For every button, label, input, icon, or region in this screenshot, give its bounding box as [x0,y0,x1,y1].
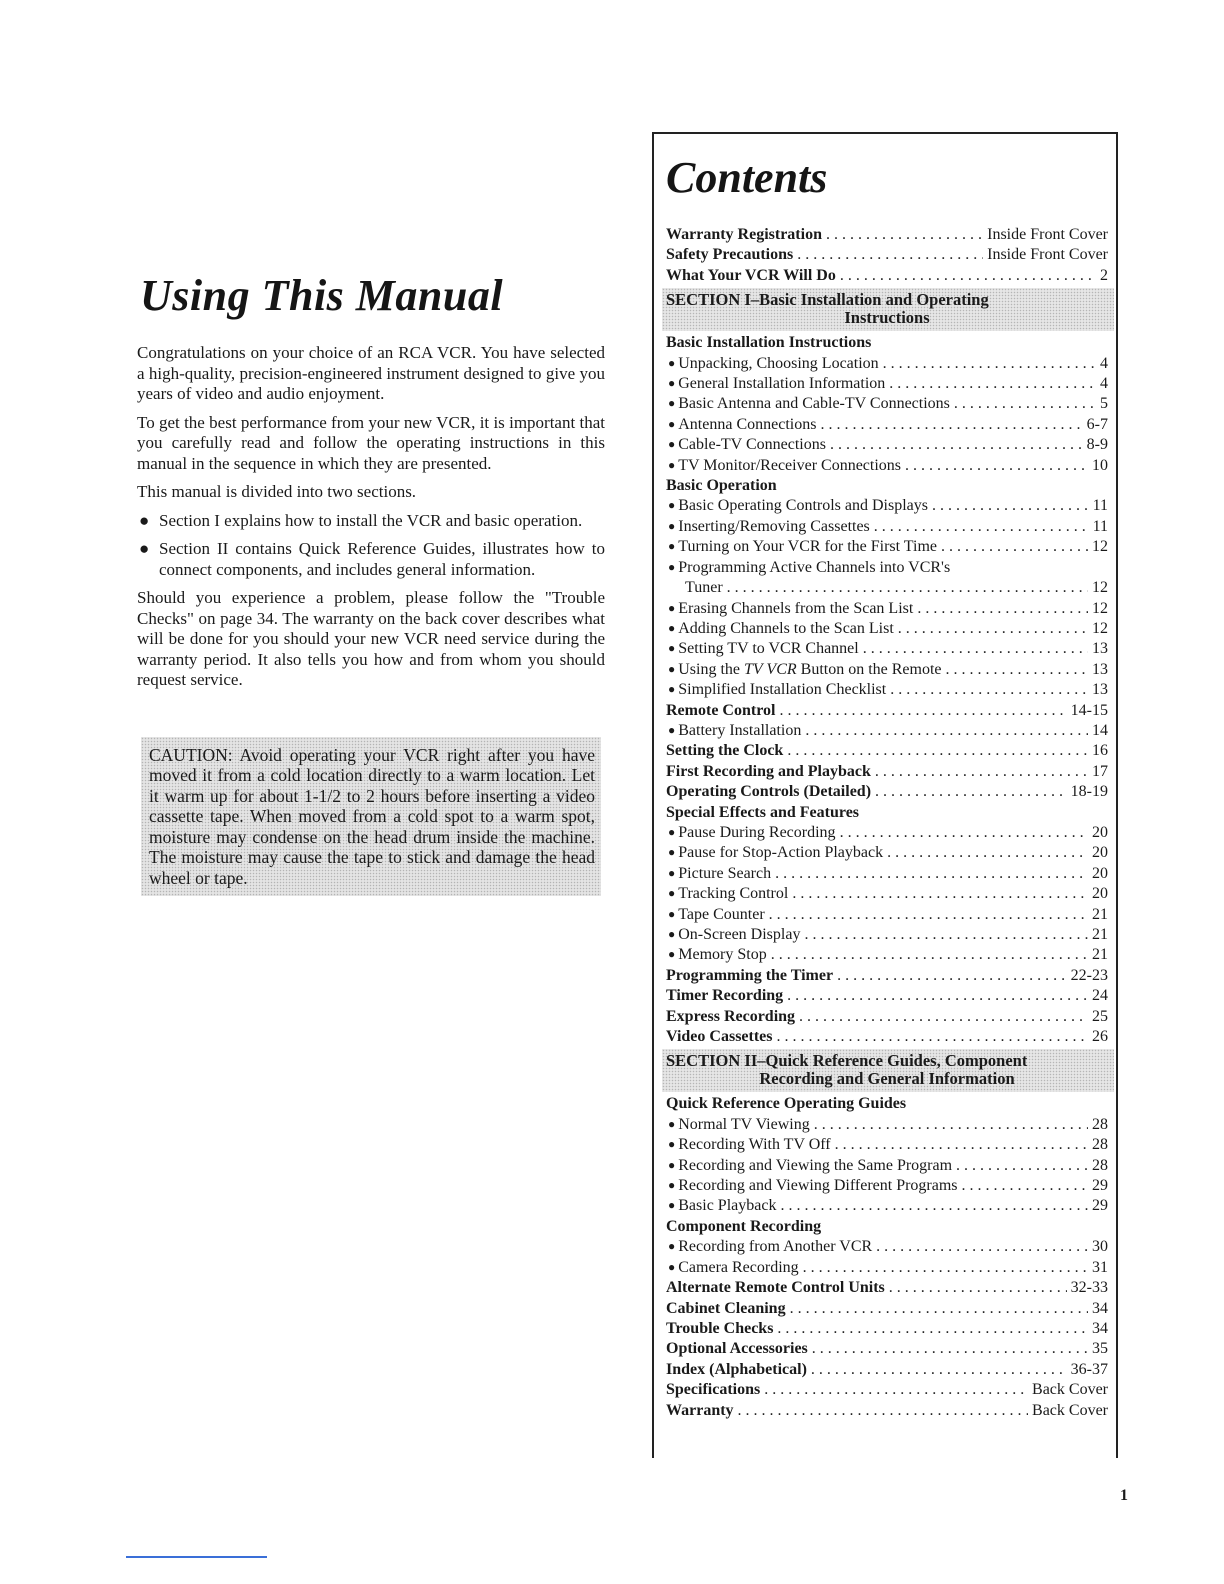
toc-entry [666,701,1108,721]
toc-entry [666,986,1108,1006]
toc-entry [666,762,1108,782]
toc-entry-page: Back Cover [1032,1401,1108,1419]
caution-box: CAUTION: Avoid operating your VCR right after you have moved it from a cold location directly to a warm location. Let it warm up for about 1-1/2 to 2 hours before inserting a video cassette tape. When moved from a cold spot to a warm spot, moisture may condense on the head drum inside the machine. The moisture may cause the tape to stick and damage the head wheel or tape. [141,737,601,897]
toc-entry-page: 17 [1092,762,1108,780]
toc-entry-page: 29 [1092,1177,1108,1195]
toc-entry-label: Operating Controls (Detailed) [666,783,872,801]
toc-entry-page: 14 [1092,721,1108,739]
toc-entry-label: ● Setting TV to VCR Channel [666,639,859,659]
toc-entry-label: ● Camera Recording [666,1258,799,1278]
dot-leader [771,945,1088,965]
toc-entry [666,1278,1108,1298]
toc-entry-page: 20 [1092,844,1108,862]
toc-entry [666,1319,1108,1339]
toc-entry [666,435,1108,455]
toc-entry-label: Optional Accessories [666,1340,808,1358]
toc-entry [666,599,1108,619]
toc-entry-label: Trouble Checks [666,1319,774,1337]
toc-entry [666,905,1108,925]
dot-leader [883,354,1096,374]
toc-entry [666,1258,1108,1278]
section-banner-line: Instructions [844,308,930,328]
toc-entry-page: 6-7 [1086,415,1108,433]
toc-entry-page: 16 [1092,742,1108,760]
toc-entry-label: ● Basic Operating Controls and Displays [666,496,928,516]
toc-entry-label: ● Turning on Your VCR for the First Time [666,537,937,557]
toc-entry-label: Setting the Clock [666,742,784,760]
toc-entry-continuation [666,578,1108,598]
toc-section-banner [662,1049,1114,1092]
toc-entry-page: 28 [1092,1115,1108,1133]
toc-entry-label: ● Battery Installation [666,721,801,741]
toc-entry-page: 28 [1092,1136,1108,1154]
sections-paragraph: This manual is divided into two sections. [137,482,417,501]
toc-entry-page: 11 [1092,517,1108,535]
toc-entry [666,496,1108,516]
dot-leader [826,225,983,245]
toc-entry-page: 12 [1092,538,1108,556]
performance-paragraph: To get the best performance from your new VCR, it is important that you carefully read and follow the operating instructions in this manual in the sequence in which they are presented. [137,412,605,473]
dot-leader [962,1176,1088,1196]
toc-entry-page: 22-23 [1070,966,1108,984]
toc-entry-label: ● Cable-TV Connections [666,435,826,455]
toc-entry-label: ● Programming Active Channels into VCR's [666,558,950,578]
dot-leader [811,1360,1067,1380]
toc-entry [666,782,1108,802]
dot-leader [764,1380,1028,1400]
toc-entry-page: 12 [1092,599,1108,617]
toc-entry [666,680,1108,700]
toc-entry [666,1237,1108,1257]
toc-entry [666,225,1108,245]
dot-leader [876,1237,1088,1257]
toc-entry-page: 29 [1092,1197,1108,1215]
dot-leader [804,925,1088,945]
toc-entry-label: ● Adding Channels to the Scan List [666,619,894,639]
toc-entry-page: 13 [1092,660,1108,678]
toc-entry [666,415,1108,435]
toc-group-heading: Basic Operation [666,477,777,495]
toc-entry-page: 32-33 [1070,1279,1108,1297]
toc-section-banner [662,288,1114,331]
dot-leader [787,741,1088,761]
dot-leader [946,660,1088,680]
toc-entry [666,966,1108,986]
toc-entry-page: 5 [1100,395,1108,413]
dot-leader [803,1258,1088,1278]
table-of-contents [666,225,1108,1421]
dot-leader [777,1319,1088,1339]
toc-entry-label: ● Unpacking, Choosing Location [666,354,879,374]
toc-group-heading: Component Recording [666,1217,822,1235]
toc-entry-label: ● Pause During Recording [666,823,836,843]
toc-entry [666,884,1108,904]
toc-entry [666,374,1108,394]
toc-entry-label: Timer Recording [666,987,784,1005]
toc-entry-label: ● Recording from Another VCR [666,1237,872,1257]
decorative-rule [126,1556,267,1558]
dot-leader [837,966,1067,986]
toc-entry [666,639,1108,659]
toc-entry [666,721,1108,741]
intro-paragraph: Congratulations on your choice of an RCA VCR. You have selected a high-quality, precision-engineered instrument designed to give you years of video and audio enjoyment. [137,343,605,403]
toc-entry [666,660,1108,680]
toc-entry-page: 2 [1100,266,1108,284]
dot-leader [830,435,1083,455]
toc-entry [666,619,1108,639]
dot-leader [932,496,1089,516]
toc-entry-page: 18-19 [1070,783,1108,801]
toc-group-heading: Special Effects and Features [666,803,860,821]
toc-entry-label: ● Recording and Viewing Different Programs [666,1176,958,1196]
dot-leader [890,680,1088,700]
dot-leader [777,1027,1089,1047]
toc-entry-page: 28 [1092,1156,1108,1174]
dot-leader [814,1115,1088,1135]
dot-leader [799,1007,1088,1027]
toc-entry-label: ● Recording and Viewing the Same Program [666,1156,952,1176]
toc-entry [666,1196,1108,1216]
toc-entry [666,843,1108,863]
dot-leader [820,415,1082,435]
dot-leader [738,1401,1028,1421]
using-this-manual-column [137,270,605,896]
toc-entry [666,1176,1108,1196]
toc-entry [666,1299,1108,1319]
toc-entry-page: 35 [1092,1340,1108,1358]
toc-entry-page: 14-15 [1070,701,1108,719]
toc-entry-label: Specifications [666,1381,761,1399]
toc-entry-page: 12 [1092,619,1108,637]
toc-entry-page: 21 [1092,905,1108,923]
dot-leader [775,864,1088,884]
dot-leader [840,823,1088,843]
toc-entry [666,354,1108,374]
toc-entry [666,925,1108,945]
bullet-icon: ● [139,510,150,530]
toc-entry-page: 11 [1092,497,1108,515]
toc-entry-page: 10 [1092,456,1108,474]
dot-leader [840,266,1096,286]
contents-box [652,132,1118,1458]
toc-entry-label: Warranty Registration [666,226,822,243]
toc-entry [666,1115,1108,1135]
toc-entry-label: ● Picture Search [666,864,771,884]
toc-entry [666,1380,1108,1400]
toc-entry-label: First Recording and Playback [666,762,871,780]
toc-entry [666,823,1108,843]
toc-entry-page: 34 [1092,1299,1108,1317]
page-title: Using This Manual [140,271,504,320]
toc-entry [666,245,1108,265]
section-banner-line: SECTION II–Quick Reference Guides, Component [666,1051,1028,1071]
toc-group-heading: Quick Reference Operating Guides [666,1095,907,1113]
bullet-icon: ● [139,539,150,558]
toc-entry-page: 8-9 [1086,436,1108,454]
toc-entry-label: Cabinet Cleaning [666,1299,786,1317]
dot-leader [790,1299,1088,1319]
toc-entry-page: 36-37 [1070,1360,1108,1378]
toc-entry-page: Inside Front Cover [987,246,1108,264]
toc-entry [666,537,1108,557]
toc-entry-label: Alternate Remote Control Units [666,1279,885,1297]
dot-leader [792,884,1088,904]
toc-entry-page: 31 [1092,1258,1108,1276]
toc-entry [666,266,1108,286]
toc-entry-label: ● Simplified Installation Checklist [666,680,886,700]
toc-entry-label: ● Memory Stop [666,945,767,965]
dot-leader [889,374,1096,394]
toc-entry [666,517,1108,537]
toc-entry-label: ● Normal TV Viewing [666,1115,810,1135]
dot-leader [917,599,1088,619]
toc-entry-page: 26 [1092,1028,1108,1046]
toc-entry-label: ● On-Screen Display [666,925,800,945]
toc-entry-page: 24 [1092,987,1108,1005]
dot-leader [887,843,1088,863]
contents-title: Contents [666,153,828,202]
dot-leader [941,537,1088,557]
toc-entry-label: ● General Installation Information [666,374,885,394]
toc-entry-page: 13 [1092,681,1108,699]
toc-entry [666,741,1108,761]
toc-entry [666,394,1108,414]
dot-leader [780,1196,1088,1216]
dot-leader [727,578,1088,598]
toc-entry-label: ● Erasing Channels from the Scan List [666,599,913,619]
toc-entry-page: 34 [1092,1319,1108,1337]
toc-entry [666,1156,1108,1176]
toc-entry-label: What Your VCR Will Do [666,266,836,284]
toc-entry-label: Video Cassettes [666,1028,773,1046]
toc-entry-page: Back Cover [1032,1381,1108,1399]
toc-entry-page: Inside Front Cover [987,226,1108,243]
toc-entry [666,1027,1108,1047]
dot-leader [898,619,1088,639]
toc-entry-label: ● Tape Counter [666,905,765,925]
toc-entry-label: Tuner [685,579,723,597]
dot-leader [797,245,983,265]
dot-leader [779,701,1066,721]
toc-entry-label: ● Antenna Connections [666,415,816,435]
dot-leader [863,639,1088,659]
dot-leader [956,1156,1088,1176]
toc-entry-label: ● Basic Antenna and Cable-TV Connections [666,394,950,414]
toc-entry [666,945,1108,965]
toc-entry-page: 4 [1100,354,1108,372]
list-item: ● Section I explains how to install the VCR and basic operation. [139,510,583,530]
toc-entry-page: 21 [1092,946,1108,964]
trouble-paragraph: Should you experience a problem, please follow the "Trouble Checks" on page 34. The warranty on the back cover describes what will be done for you should your new VCR need service during the warranty period. It also tells you how and from whom you should request service. [137,588,605,689]
toc-entry [666,1135,1108,1155]
toc-entry-label: Index (Alphabetical) [666,1360,807,1378]
toc-entry-label: ● Recording With TV Off [666,1135,831,1155]
toc-entry-label: Programming the Timer [666,966,834,984]
toc-group-heading: Basic Installation Instructions [666,334,872,352]
toc-entry-label: Express Recording [666,1007,796,1025]
toc-entry-label: ● TV Monitor/Receiver Connections [666,456,901,476]
toc-entry [666,1007,1108,1027]
sections-list [137,511,605,581]
toc-entry-page: 20 [1092,823,1108,841]
toc-entry-page: 20 [1092,864,1108,882]
section-banner-line: SECTION I–Basic Installation and Operating [666,290,989,310]
dot-leader [905,456,1088,476]
toc-entry [666,864,1108,884]
toc-entry-label: Safety Precautions [666,246,794,264]
toc-entry-page: 20 [1092,885,1108,903]
section-banner-line: Recording and General Information [759,1069,1015,1089]
dot-leader [787,986,1088,1006]
toc-entry-label: ● Using the TV VCR Button on the Remote [666,660,942,680]
dot-leader [835,1135,1088,1155]
toc-entry-label: ● Tracking Control [666,884,788,904]
dot-leader [874,517,1089,537]
toc-entry-page: 21 [1092,926,1108,943]
toc-entry-label: Warranty [666,1401,734,1419]
dot-leader [875,762,1088,782]
toc-entry-label: ● Inserting/Removing Cassettes [666,517,870,537]
toc-entry-label: ● Pause for Stop-Action Playback [666,843,883,863]
toc-entry-page: 30 [1092,1238,1108,1256]
toc-entry-page: 12 [1092,579,1108,597]
toc-entry-page: 4 [1100,375,1108,393]
dot-leader [954,394,1096,414]
dot-leader [875,782,1067,802]
dot-leader [812,1339,1088,1359]
toc-entry-label: ● Basic Playback [666,1196,776,1216]
toc-entry-page: 25 [1092,1007,1108,1025]
toc-entry [666,1339,1108,1359]
dot-leader [889,1278,1067,1298]
dot-leader [805,721,1088,741]
list-item: ● Section II contains Quick Reference Guides, illustrates how to connect components, and includes general information. [139,539,605,579]
toc-entry [666,1360,1108,1380]
dot-leader [769,905,1088,925]
toc-entry [666,456,1108,476]
toc-entry [666,1401,1108,1421]
toc-entry-page: 13 [1092,640,1108,658]
toc-entry-label: Remote Control [666,701,776,719]
toc-entry [666,558,1108,578]
page-number: 1 [1120,1487,1128,1504]
